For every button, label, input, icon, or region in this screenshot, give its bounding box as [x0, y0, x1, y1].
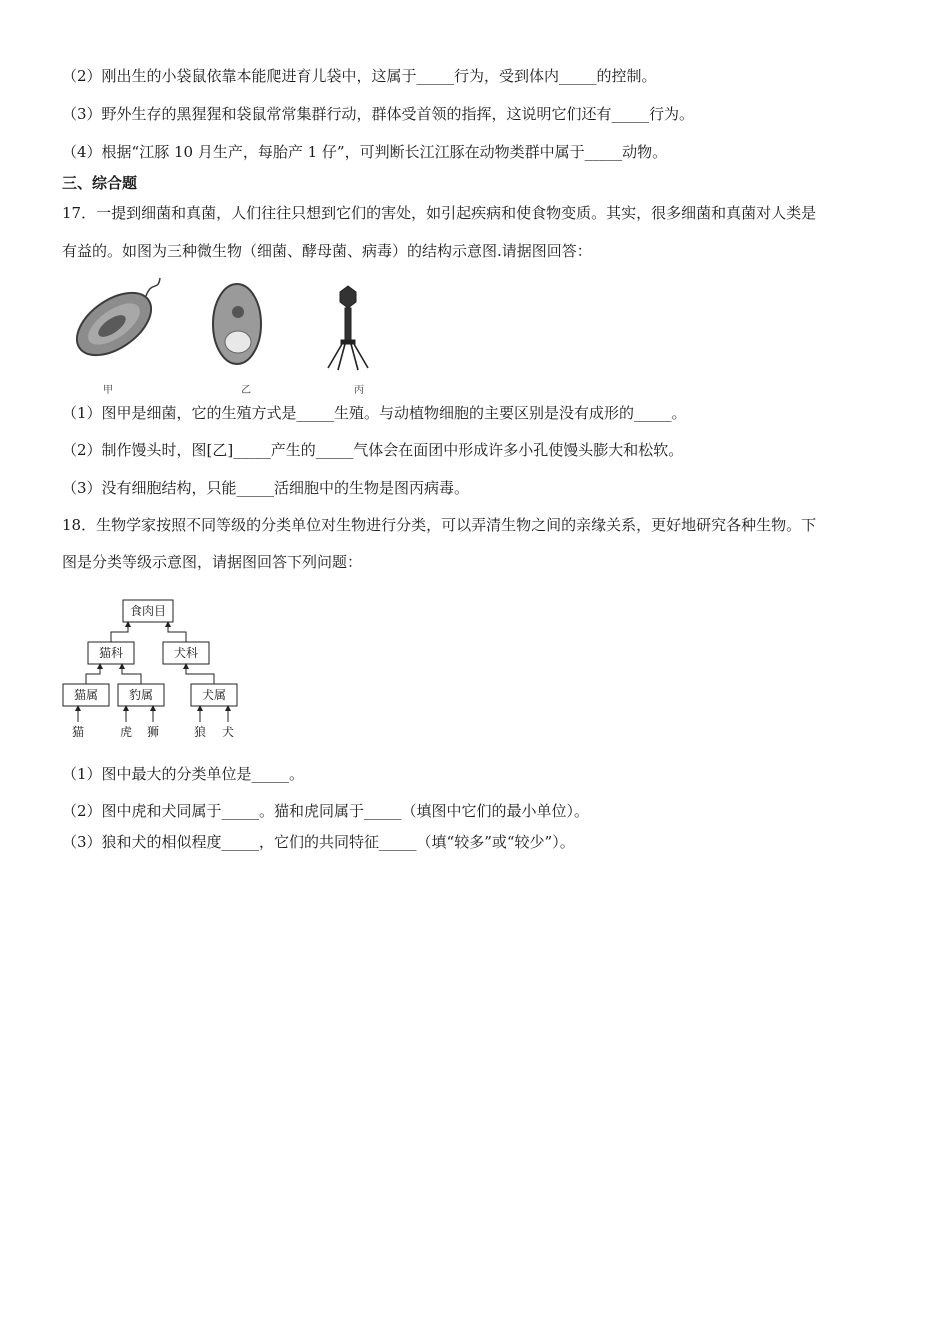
yeast-image: [213, 284, 261, 364]
q18-stem-line-1: 18．生物学家按照不同等级的分类单位对生物进行分类，可以弄清生物之间的亲缘关系，更好地研究各种生物。下: [62, 516, 817, 534]
q18-subquestion-2: （2）图中虎和犬同属于_____。猫和虎同属于_____（填图中它们的最小单位）。: [62, 802, 590, 820]
q17-figure: [62, 272, 392, 397]
tree-label-family-dog: 犬科: [173, 646, 198, 660]
q17-stem-line-2: 有益的。如图为三种微生物（细菌、酵母菌、病毒）的结构示意图.请据图回答：: [62, 242, 592, 260]
q18-stem-line-2: 图是分类等级示意图，请据图回答下列问题：: [62, 553, 363, 571]
tree-label-genus-cat: 猫属: [73, 688, 98, 702]
q18-subquestion-1: （1）图中最大的分类单位是_____。: [62, 765, 305, 783]
tree-species-wolf: 狼: [193, 725, 206, 739]
q17-subquestion-2: （2）制作馒头时，图[乙]_____产生的_____气体会在面团中形成许多小孔使馒头膨大和松软。: [62, 441, 684, 459]
figure-label-bing: 丙: [354, 385, 364, 396]
q16-subquestion-2: （2）刚出生的小袋鼠依靠本能爬进育儿袋中，这属于_____行为，受到体内_____的控制。: [62, 67, 657, 85]
q16-subquestion-3: （3）野外生存的黑猩猩和袋鼠常常集群行动，群体受首领的指挥，这说明它们还有_____行为。: [62, 105, 695, 123]
q17-stem-line-1: 17．一提到细菌和真菌，人们往往只想到它们的害处，如引起疾病和使食物变质。其实，很多细菌和真菌对人类是: [62, 204, 817, 222]
tree-species-tiger: 虎: [119, 725, 132, 739]
q17-figure-drawing: [62, 272, 392, 397]
q17-subquestion-1: （1）图甲是细菌，它的生殖方式是_____生殖。与动植物细胞的主要区别是没有成形的_____。: [62, 404, 687, 422]
tree-species-lion: 狮: [146, 725, 159, 739]
tree-label-order: 食肉目: [129, 604, 166, 618]
q16-subquestion-4: （4）根据“江豚 10 月生产，每胎产 1 仔”，可判断长江江豚在动物类群中属于_____动物。: [62, 143, 668, 161]
tree-species-dog: 犬: [221, 725, 234, 739]
tree-species-cat: 猫: [71, 725, 84, 739]
figure-label-yi: 乙: [241, 385, 251, 396]
q18-subquestion-3: （3）狼和犬的相似程度_____，它们的共同特征_____（填“较多”或“较少”）。: [62, 833, 575, 851]
section-title: 三、综合题: [62, 174, 138, 192]
figure-label-jia: 甲: [103, 385, 113, 396]
q17-subquestion-3: （3）没有细胞结构，只能_____活细胞中的生物是图丙病毒。: [62, 479, 470, 497]
tree-label-genus-panthera: 豹属: [128, 688, 153, 702]
bacterium-image: [66, 278, 162, 368]
virus-image: [328, 286, 368, 370]
classification-tree: [60, 596, 260, 742]
tree-label-family-cat: 猫科: [98, 646, 123, 660]
tree-label-genus-dog: 犬属: [201, 688, 226, 702]
